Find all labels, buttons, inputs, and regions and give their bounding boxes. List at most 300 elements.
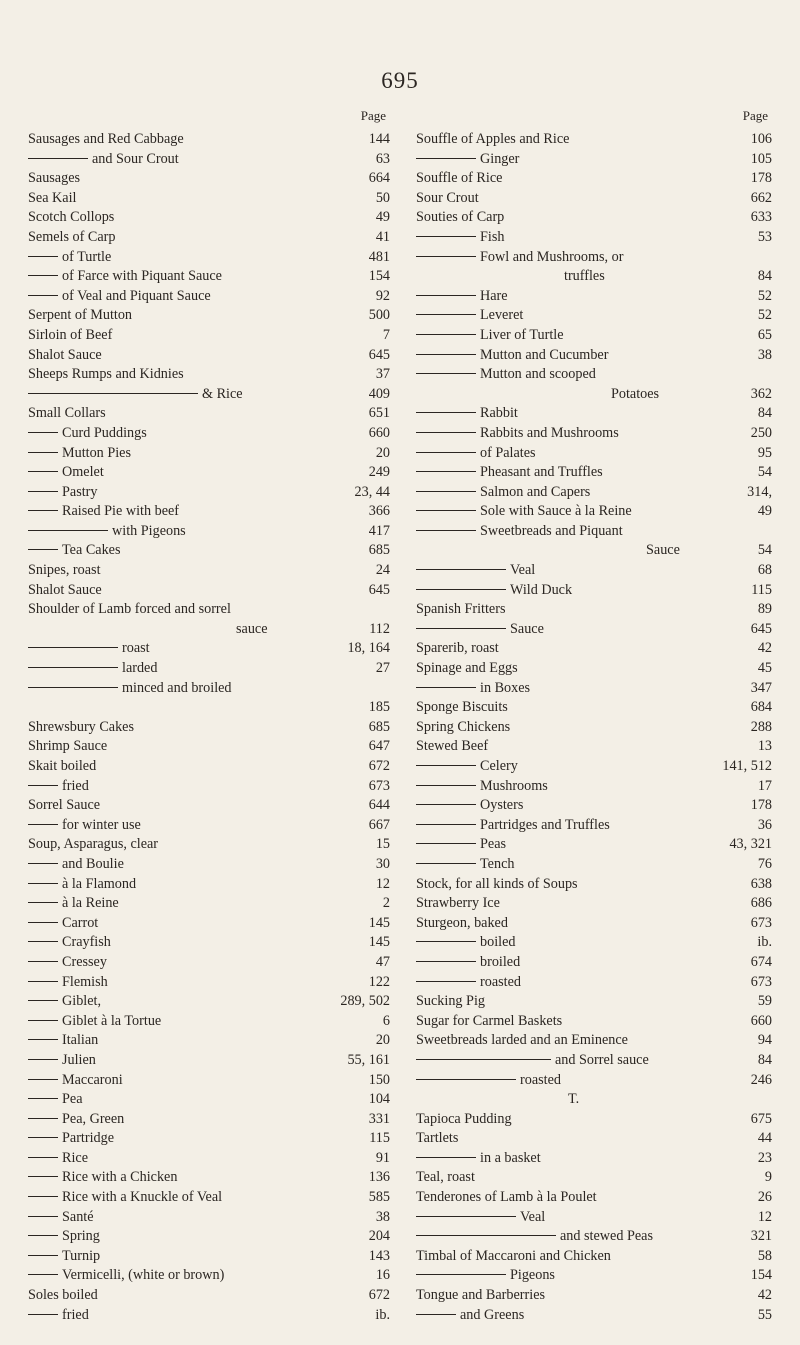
entry-label: Shoulder of Lamb forced and sorrel [28,601,231,618]
entry-page: 144 [368,131,390,147]
index-entry [416,1247,772,1267]
ditto-dash [28,1079,58,1080]
index-entry [416,404,772,424]
entry-page: 58 [757,1247,772,1264]
entry-page: 674 [750,953,772,970]
index-entry [28,796,390,816]
index-entry [28,189,390,209]
entry-label: Semels of Carp [28,228,116,245]
ditto-dash [416,628,506,629]
index-entry [28,1188,390,1208]
index-entry [416,1286,772,1306]
entry-label: with Pigeons [112,522,186,539]
index-entry [416,620,772,640]
entry-page: 672 [368,758,390,774]
entry-page: 366 [368,503,390,520]
entry-label: Serpent of Mutton [28,307,133,324]
entry-label: Shrimp Sauce [28,738,108,755]
entry-label: and stewed Peas [560,1228,653,1245]
right-page-header: Page [742,108,768,123]
ditto-dash [28,981,58,982]
ditto-dash [28,667,118,668]
index-entry [28,1208,390,1228]
ditto-dash [416,256,476,257]
ditto-dash [416,785,476,786]
ditto-dash [416,510,476,511]
ditto-dash [416,236,476,237]
entry-label: Sparerib, roast [416,640,499,657]
entry-page: 47 [375,953,390,970]
index-entry [416,1266,772,1286]
entry-page: 314, [747,483,772,500]
entry-label: roast [122,640,150,657]
index-entry [416,267,772,287]
entry-page: 89 [757,601,772,618]
index-entry [28,1149,390,1169]
index-entry [28,698,390,718]
entry-label: Cressey [62,953,107,970]
index-entry [416,1090,772,1110]
entry-label: Mutton and scooped [480,366,596,383]
index-entry [28,208,390,228]
entry-page: 53 [757,228,772,245]
entry-label: and Sour Crout [92,150,179,167]
entry-page: 685 [368,718,390,735]
entry-page: 13 [757,738,772,755]
entry-page: 362 [750,385,772,402]
entry-label: à la Reine [62,895,119,912]
entry-label: Timbal of Maccaroni and Chicken [416,1247,611,1264]
ditto-dash [416,824,476,825]
ditto-dash [416,412,476,413]
entry-page: 63 [375,150,390,167]
entry-page: 15 [375,836,390,853]
entry-label: Sour Crout [416,189,479,206]
entry-label: Sheeps Rumps and Kidnies [28,366,184,383]
index-entry [28,659,390,679]
index-entry [28,1168,390,1188]
entry-page: 23 [757,1149,772,1166]
ditto-dash [416,1079,516,1080]
entry-label: Sweetbreads and Piquant [480,522,623,539]
entry-page: 104 [368,1091,390,1108]
index-entry [28,561,390,581]
entry-page: 154 [368,268,390,285]
entry-page: 178 [750,797,772,814]
entry-page: 585 [368,1189,390,1206]
entry-page: 288 [750,718,772,735]
entry-page: 684 [750,699,772,716]
entry-label: Souffle of Rice [416,170,503,187]
index-entry [416,502,772,522]
entry-page: 645 [368,346,390,363]
entry-label: of Palates [480,444,536,461]
entry-label: Pea [62,1091,83,1108]
index-entry [416,424,772,444]
entry-label: Sugar for Carmel Baskets [416,1012,563,1029]
entry-label: & Rice [202,385,243,402]
ditto-dash [416,334,476,335]
entry-label: Rabbits and Mushrooms [480,424,619,441]
index-entry [416,561,772,581]
entry-page: 644 [368,797,390,814]
entry-page: 54 [757,542,772,559]
entry-label: Potatoes [611,385,660,402]
index-entry [28,933,390,953]
ditto-dash [416,804,476,805]
index-entry [28,1012,390,1032]
entry-page: 651 [368,405,390,422]
entry-label: Salmon and Capers [480,483,591,500]
ditto-dash [28,295,58,296]
entry-label: Crayfish [62,934,111,951]
index-entry [416,698,772,718]
index-entry [28,169,390,189]
entry-page: 6 [382,1012,390,1029]
entry-page: 673 [750,973,772,990]
entry-label: Rabbit [480,405,518,422]
entry-page: 26 [757,1189,772,1206]
entry-page: 55 [757,1306,772,1323]
ditto-dash [416,981,476,982]
ditto-dash [28,275,58,276]
ditto-dash [416,471,476,472]
entry-page: 38 [375,1208,390,1225]
index-entry [416,875,772,895]
index-entry [28,1051,390,1071]
index-entry [416,306,772,326]
entry-label: boiled [480,934,516,951]
index-entry [28,306,390,326]
entry-page: 2 [382,895,390,912]
entry-page: 321 [750,1228,772,1245]
entry-page: 84 [757,268,772,285]
entry-page: 20 [375,1032,390,1049]
entry-label: Strawberry Ice [416,895,500,912]
entry-page: 645 [750,620,772,637]
entry-label: Pastry [62,483,98,500]
entry-label: Omelet [62,464,104,481]
entry-label: of Veal and Piquant Sauce [62,287,211,304]
index-entry [28,581,390,601]
index-entry [416,1012,772,1032]
entry-page: 49 [375,209,390,226]
entry-page: 136 [368,1169,390,1186]
ditto-dash [416,569,506,570]
entry-page: 27 [375,660,390,677]
entry-page: 178 [750,170,772,187]
index-entry [416,639,772,659]
entry-page: ib. [757,934,772,951]
entry-page: 55, 161 [347,1051,390,1068]
index-entry [416,796,772,816]
entry-page: 417 [368,522,390,539]
entry-label: Tapioca Pudding [416,1110,512,1127]
entry-label: Wild Duck [510,581,573,598]
ditto-dash [416,1216,516,1217]
index-entry [28,600,390,620]
index-entry [416,483,772,503]
index-entry [416,463,772,483]
entry-page: 52 [757,287,772,304]
entry-label: Hare [480,287,508,304]
entry-page: 17 [757,777,772,794]
entry-label: T. [568,1091,580,1108]
entry-label: Spring Chickens [416,718,511,735]
entry-label: Sauce [646,542,680,559]
entry-label: Partridges and Truffles [480,816,610,833]
ditto-dash [416,1059,551,1060]
entry-label: for winter use [62,816,141,833]
entry-page: 54 [757,464,772,481]
entry-page: 59 [757,993,772,1010]
ditto-dash [28,393,198,394]
right-entry-list [416,130,772,1325]
index-entry [28,1071,390,1091]
entry-page: 154 [750,1267,772,1284]
entry-page: 44 [757,1130,772,1147]
entry-page: 633 [750,209,772,226]
ditto-dash [28,1314,58,1315]
index-entry [28,777,390,797]
index-entry [28,679,390,699]
entry-label: Soup, Asparagus, clear [28,836,159,853]
entry-label: Sweetbreads larded and an Eminence [416,1032,628,1049]
entry-label: Sausages and Red Cabbage [28,131,184,147]
entry-page: 638 [750,875,772,892]
index-entry [416,992,772,1012]
entry-page: 52 [757,307,772,324]
index-entry [416,933,772,953]
entry-page: 673 [368,777,390,794]
index-entry [28,1227,390,1247]
entry-label: Rice with a Knuckle of Veal [62,1189,223,1206]
ditto-dash [416,314,476,315]
ditto-dash [416,961,476,962]
entry-label: Mutton Pies [62,444,131,461]
index-entry [28,894,390,914]
index-entry [28,816,390,836]
entry-label: Turnip [62,1247,101,1264]
entry-label: and Sorrel sauce [555,1051,649,1068]
entry-label: Veal [510,562,536,579]
ditto-dash [28,158,88,159]
entry-page: 150 [368,1071,390,1088]
entry-label: Shalot Sauce [28,581,102,598]
entry-label: Oysters [480,797,524,814]
entry-label: Fowl and Mushrooms, or [480,248,624,265]
left-page-header: Page [360,108,386,123]
index-entry [28,737,390,757]
entry-page: 675 [750,1110,772,1127]
entry-label: of Turtle [62,248,112,265]
entry-label: Fish [480,228,505,245]
index-entry [416,835,772,855]
entry-label: Curd Puddings [62,424,147,441]
index-entry [416,1051,772,1071]
entry-label: in a basket [480,1149,541,1166]
entry-page: 250 [750,424,772,441]
index-entry [28,150,390,170]
entry-page: 94 [757,1032,772,1049]
entry-page: 662 [750,189,772,206]
ditto-dash [28,1216,58,1217]
index-entry [28,757,390,777]
entry-label: Scotch Collops [28,209,115,226]
ditto-dash [28,863,58,864]
ditto-dash [416,589,506,590]
entry-label: roasted [480,973,521,990]
entry-label: Giblet, [62,993,102,1010]
index-entry [28,835,390,855]
entry-label: larded [122,660,158,677]
entry-label: Sorrel Sauce [28,797,101,814]
entry-label: Tench [480,855,515,872]
index-entry [28,365,390,385]
entry-label: Rice with a Chicken [62,1169,178,1186]
index-entry [416,208,772,228]
index-entry [28,1031,390,1051]
entry-page: 185 [368,699,390,716]
index-entry [416,189,772,209]
index-entry [28,1129,390,1149]
index-entry [416,228,772,248]
index-entry [416,1227,772,1247]
index-entry [28,914,390,934]
index-entry [28,287,390,307]
entry-page: 30 [375,855,390,872]
index-entry [28,620,390,640]
index-entry [28,639,390,659]
entry-label: Sea Kail [28,189,77,206]
index-entry [416,659,772,679]
ditto-dash [28,824,58,825]
index-entry [28,718,390,738]
index-entry [28,463,390,483]
entry-label: Santé [62,1208,94,1225]
ditto-dash [416,687,476,688]
entry-page: 92 [375,287,390,304]
index-entry [28,385,390,405]
entry-label: Veal [520,1208,546,1225]
ditto-dash [28,510,58,511]
entry-label: Tenderones of Lamb à la Poulet [416,1189,597,1206]
ditto-dash [416,1157,476,1158]
entry-label: Rice [62,1149,88,1166]
entry-page: 43, 321 [729,836,772,853]
entry-page: 481 [368,248,390,265]
entry-label: minced and broiled [122,679,232,696]
entry-label: in Boxes [480,679,531,696]
ditto-dash [28,1020,58,1021]
ditto-dash [28,961,58,962]
ditto-dash [416,530,476,531]
entry-label: Sucking Pig [416,993,485,1010]
index-entry [28,875,390,895]
ditto-dash [28,1196,58,1197]
ditto-dash [28,1137,58,1138]
index-entry [28,502,390,522]
ditto-dash [416,158,476,159]
entry-page: 65 [757,326,772,343]
index-entry [416,1149,772,1169]
index-entry [416,757,772,777]
entry-page: 49 [757,503,772,520]
entry-label: Skait boiled [28,758,97,774]
index-entry [28,855,390,875]
entry-label: Souffle of Apples and Rice [416,131,570,147]
index-entry [416,718,772,738]
index-entry [28,1110,390,1130]
index-entry [416,914,772,934]
index-entry [416,522,772,542]
entry-label: Celery [480,758,518,774]
index-entry [416,541,772,561]
index-entry [416,287,772,307]
entry-page: 141, 512 [722,758,772,774]
index-entry [28,483,390,503]
entry-label: Pigeons [510,1267,555,1284]
entry-page: 667 [368,816,390,833]
index-entry [416,894,772,914]
entry-label: Stewed Beef [416,738,489,755]
entry-label: Partridge [62,1130,115,1147]
entry-label: Raised Pie with beef [62,503,180,520]
entry-page: 23, 44 [354,483,390,500]
entry-page: 24 [375,562,390,579]
entry-page: 68 [757,562,772,579]
entry-label: Maccaroni [62,1071,123,1088]
entry-label: and Boulie [62,855,124,872]
ditto-dash [28,471,58,472]
index-entry [416,1129,772,1149]
entry-label: Sponge Biscuits [416,699,508,716]
ditto-dash [416,373,476,374]
entry-label: Ginger [480,150,520,167]
index-entry [416,248,772,268]
ditto-dash [28,922,58,923]
entry-label: Stock, for all kinds of Soups [416,875,578,892]
index-entry [416,581,772,601]
ditto-dash [28,647,118,648]
entry-page: 36 [757,816,772,833]
entry-label: Peas [480,836,507,853]
entry-page: 91 [375,1149,390,1166]
entry-label: Shrewsbury Cakes [28,718,134,735]
entry-label: Shalot Sauce [28,346,102,363]
entry-label: à la Flamond [62,875,137,892]
index-entry [28,248,390,268]
entry-label: of Farce with Piquant Sauce [62,268,222,285]
entry-label: Liver of Turtle [480,326,564,343]
ditto-dash [28,1157,58,1158]
entry-label: Tea Cakes [62,542,121,559]
entry-page: 115 [751,581,772,598]
ditto-dash [416,295,476,296]
entry-label: Spinage and Eggs [416,660,518,677]
entry-page: 672 [368,1287,390,1304]
index-entry [416,444,772,464]
left-index-column [28,108,390,1325]
entry-page: 16 [375,1267,390,1284]
entry-page: 673 [750,914,772,931]
ditto-dash [28,785,58,786]
index-entry [416,1306,772,1326]
ditto-dash [28,549,58,550]
entry-page: 647 [368,738,390,755]
entry-page: 95 [757,444,772,461]
page-number: 695 [381,68,419,93]
